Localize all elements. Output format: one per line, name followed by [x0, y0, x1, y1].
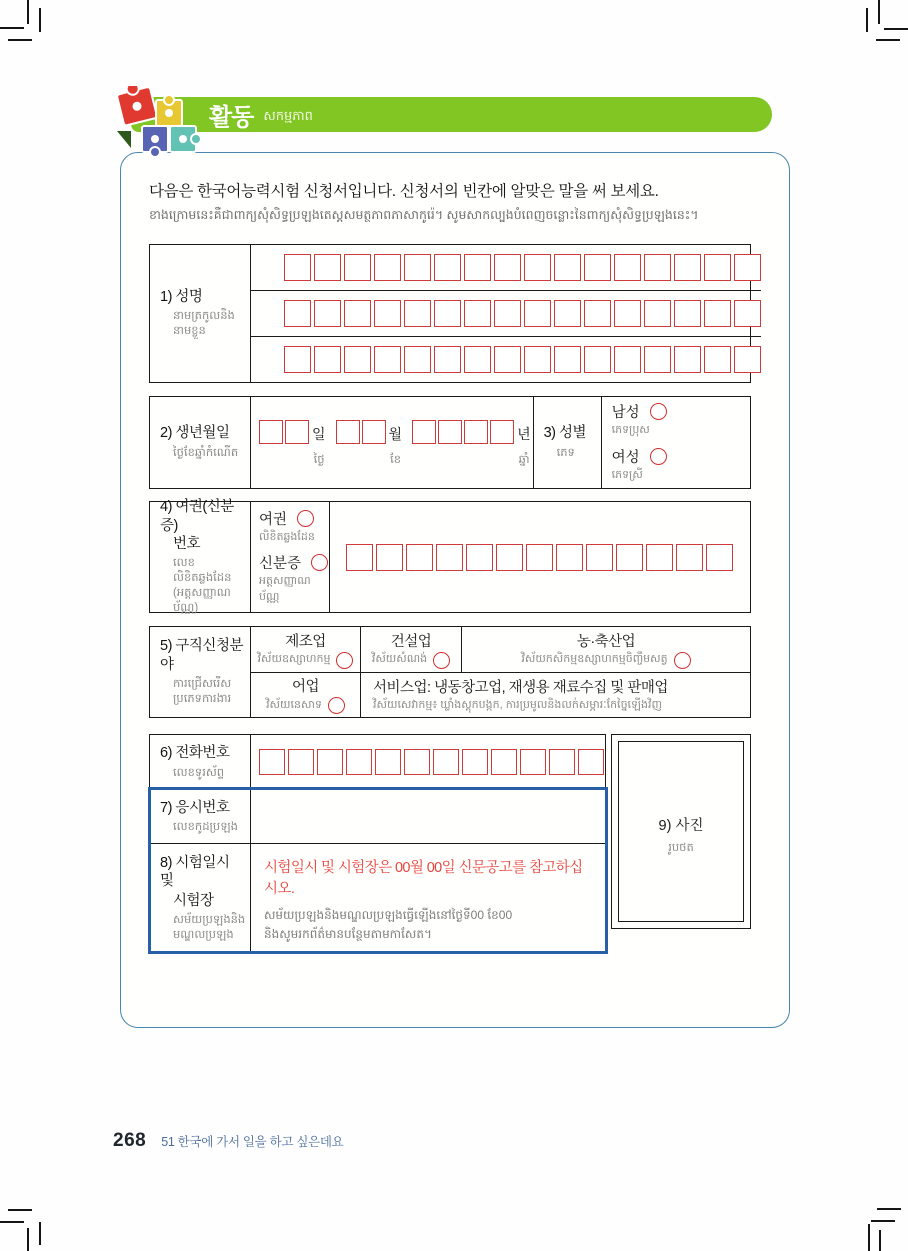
- crop-mark: [0, 27, 24, 29]
- char-box[interactable]: [259, 420, 283, 444]
- birth-label-km: ថ្ងៃខែឆ្នាំកំណើត: [173, 446, 239, 459]
- passport-boxes-area: [329, 502, 750, 612]
- char-box[interactable]: [524, 346, 551, 373]
- char-box[interactable]: [674, 300, 701, 327]
- char-box[interactable]: [404, 254, 431, 281]
- crop-mark: [0, 1221, 24, 1223]
- char-box[interactable]: [556, 544, 583, 571]
- puzzle-pieces-icon: [112, 86, 212, 165]
- agriculture-khmer: វិស័យកសិកម្មឧស្សាហកម្មចិញ្ចឹមសត្វ: [521, 653, 668, 666]
- char-box[interactable]: [404, 300, 431, 327]
- char-box[interactable]: [584, 300, 611, 327]
- char-box[interactable]: [584, 346, 611, 373]
- manufacturing-label: 제조업: [285, 633, 326, 650]
- crop-mark: [877, 1208, 901, 1210]
- job-option-agriculture: [461, 627, 750, 672]
- char-box[interactable]: [314, 346, 341, 373]
- char-box[interactable]: [466, 544, 493, 571]
- job-field-label-km-2: ប្រភេទការងារ: [173, 692, 232, 705]
- char-box[interactable]: [584, 254, 611, 281]
- name-label-ko: 1) 성명: [160, 289, 203, 305]
- name-boxes-area: [250, 245, 761, 382]
- char-box[interactable]: [494, 300, 521, 327]
- char-box[interactable]: [344, 254, 371, 281]
- id-card-option-label: 신분증: [259, 556, 302, 572]
- crop-mark: [878, 0, 880, 24]
- name-boxes-row: [251, 290, 761, 336]
- fishing-khmer: វិស័យនេសាទ: [266, 698, 322, 711]
- photo-inner-frame[interactable]: [618, 741, 744, 922]
- crop-mark: [27, 0, 29, 24]
- female-label: 여성: [611, 450, 640, 466]
- char-box[interactable]: [614, 300, 641, 327]
- char-box[interactable]: [412, 420, 436, 444]
- birth-boxes-area: [250, 397, 533, 488]
- char-box[interactable]: [404, 346, 431, 373]
- char-box[interactable]: [554, 346, 581, 373]
- char-box[interactable]: [346, 749, 372, 775]
- male-radio-circle[interactable]: [650, 403, 667, 420]
- char-box[interactable]: [704, 300, 731, 327]
- id-card-radio-circle[interactable]: [311, 554, 328, 571]
- exam-schedule-label-cell: [150, 844, 250, 951]
- char-box[interactable]: [614, 346, 641, 373]
- char-box[interactable]: [524, 254, 551, 281]
- photo-label-ko: 9) 사진: [658, 818, 704, 834]
- char-box[interactable]: [734, 254, 761, 281]
- gender-label-cell: [533, 397, 601, 488]
- crop-mark: [879, 1230, 881, 1251]
- worksheet-panel: [120, 152, 790, 1028]
- gender-option-male: [612, 401, 750, 439]
- char-box[interactable]: [494, 254, 521, 281]
- day-suffix: 일: [312, 426, 326, 442]
- crop-mark: [8, 39, 32, 41]
- male-label: 남성: [611, 405, 640, 421]
- char-box[interactable]: [336, 420, 360, 444]
- char-box[interactable]: [586, 544, 613, 571]
- birth-day-unit: [259, 420, 326, 469]
- char-box[interactable]: [284, 254, 311, 281]
- chapter-title: 51 한국에 가서 일을 하고 싶은데요: [161, 1135, 344, 1149]
- char-box[interactable]: [374, 300, 401, 327]
- gender-label-ko: 3) 성별: [543, 425, 587, 442]
- bottom-left-table: [149, 734, 606, 952]
- day-suffix-khmer: ថ្ងៃ: [313, 454, 325, 466]
- crop-mark: [884, 28, 908, 30]
- char-box-row: [284, 300, 761, 327]
- service-khmer: វិស័យសេវាកម្ម៖ ឃ្លាំងស្តុកបង្កក, ការប្រមូលនិងលក់សម្ភារៈកែច្នៃឡើងវិញ: [373, 698, 662, 711]
- form-bottom-section: [149, 734, 751, 952]
- char-box[interactable]: [314, 254, 341, 281]
- highlighted-rows: [150, 788, 605, 951]
- form-row-exam-number: [150, 789, 605, 843]
- instruction-korean: 다음은 한국어능력시험 신청서입니다. 신청서의 빈칸에 알맞은 말을 써 보세요.: [149, 183, 659, 200]
- name-label-km: នាមត្រកូលនិងនាមខ្លួន: [173, 310, 235, 338]
- exam-schedule-label-ko-1: 8) 시험일시 및: [160, 854, 230, 890]
- char-box[interactable]: [676, 544, 703, 571]
- crop-mark: [866, 8, 868, 32]
- char-box[interactable]: [554, 254, 581, 281]
- exam-schedule-label-km-2: មណ្ឌលប្រឡង: [173, 929, 234, 942]
- char-box[interactable]: [644, 346, 671, 373]
- char-box[interactable]: [434, 300, 461, 327]
- banner-title: 활동: [209, 104, 254, 131]
- job-option-construction: [360, 627, 461, 672]
- exam-schedule-label-km-1: សម័យប្រឡងនិង: [173, 914, 246, 927]
- char-box[interactable]: [704, 254, 731, 281]
- char-box[interactable]: [526, 544, 553, 571]
- gender-label-km: ភេទ: [556, 446, 575, 459]
- exam-number-blank-cell[interactable]: [250, 789, 605, 843]
- char-box[interactable]: [520, 749, 546, 775]
- exam-number-label-km: លេខកូដប្រឡង: [173, 821, 238, 834]
- char-box[interactable]: [434, 346, 461, 373]
- phone-label-km: លេខទូរស័ព្ទ: [173, 766, 225, 779]
- form-row-exam-schedule: [150, 843, 605, 951]
- form-row-phone: [150, 735, 605, 788]
- crop-mark: [8, 1209, 32, 1211]
- form-row-name: [149, 244, 751, 383]
- photo-label-km: រូបថត: [668, 842, 694, 854]
- char-box-row: [412, 420, 514, 444]
- fishing-label: 어업: [291, 679, 319, 696]
- id-card-option-khmer: អត្តសញ្ញាណប័ណ្ណ: [259, 575, 311, 603]
- char-box[interactable]: [646, 544, 673, 571]
- char-box[interactable]: [674, 254, 701, 281]
- name-boxes-row: [251, 336, 761, 382]
- passport-label-km-1: លេខលិខិតឆ្លងដែន: [173, 556, 232, 584]
- char-box-row: [346, 544, 733, 571]
- male-label-khmer: ភេទប្រុស: [611, 424, 650, 436]
- char-box[interactable]: [464, 420, 488, 444]
- fishing-radio-circle[interactable]: [328, 697, 345, 714]
- exam-number-label-cell: [150, 789, 250, 843]
- crop-mark: [39, 8, 41, 32]
- page-footer: [113, 1130, 343, 1152]
- female-label-khmer: ភេទស្រី: [611, 469, 643, 481]
- section-banner: [131, 97, 772, 132]
- char-box[interactable]: [706, 544, 733, 571]
- char-box[interactable]: [344, 300, 371, 327]
- female-radio-circle[interactable]: [650, 448, 667, 465]
- passport-option: [259, 508, 329, 546]
- notice-khmer-line-2: និងសូមរកព័ត៌មានបន្ថែមតាមកាសែត។: [264, 926, 432, 941]
- passport-label-ko-1: 4) 여권(신분증): [160, 499, 234, 534]
- char-box[interactable]: [524, 300, 551, 327]
- crop-mark: [868, 1224, 870, 1251]
- char-box[interactable]: [614, 254, 641, 281]
- char-box-row: [336, 420, 386, 444]
- char-box[interactable]: [404, 749, 430, 775]
- crop-mark: [876, 39, 900, 41]
- agriculture-label: 농·축산업: [576, 633, 636, 650]
- birth-month-unit: [336, 420, 403, 469]
- char-box[interactable]: [317, 749, 343, 775]
- instruction-block: [149, 179, 765, 226]
- service-label: 서비스업: 냉동창고업, 재생용 재료수집 및 판매업: [373, 679, 668, 696]
- form-row-job-field: [149, 626, 751, 718]
- char-box[interactable]: [616, 544, 643, 571]
- crop-mark: [27, 1228, 29, 1251]
- char-box[interactable]: [344, 346, 371, 373]
- passport-label-cell: [150, 499, 250, 614]
- char-box[interactable]: [436, 544, 463, 571]
- form-row-birth-gender: [149, 396, 751, 489]
- agriculture-radio-circle[interactable]: [674, 652, 691, 669]
- page-number: 268: [113, 1130, 147, 1151]
- notice-khmer-line-1: សម័យប្រឡងនិងមណ្ឌលប្រឡងធ្វើឡើងនៅថ្ងៃទី00 ខែ00: [264, 908, 513, 922]
- exam-schedule-notice-korean: 시험일시 및 시험장은 00월 00일 신문공고를 참고하십시오.: [264, 860, 583, 897]
- passport-label-ko-2: 번호: [173, 535, 201, 552]
- char-box[interactable]: [734, 300, 761, 327]
- name-boxes-row: [251, 245, 761, 290]
- job-option-fishing: [251, 673, 360, 718]
- char-box[interactable]: [284, 300, 311, 327]
- char-box[interactable]: [491, 749, 517, 775]
- photo-box: [611, 734, 751, 929]
- job-options-grid: [250, 627, 750, 717]
- exam-schedule-notice-khmer: [264, 906, 595, 943]
- exam-schedule-notice-cell: [250, 844, 605, 951]
- exam-schedule-label-ko-2: 시험장: [173, 893, 214, 910]
- phone-label-cell: [150, 735, 250, 788]
- char-box[interactable]: [406, 544, 433, 571]
- char-box[interactable]: [644, 300, 671, 327]
- char-box[interactable]: [376, 544, 403, 571]
- char-box[interactable]: [496, 544, 523, 571]
- char-box-row: [284, 346, 761, 373]
- crop-mark: [871, 1220, 895, 1222]
- construction-radio-circle[interactable]: [433, 652, 450, 669]
- gender-option-female: [612, 446, 750, 484]
- char-box[interactable]: [284, 346, 311, 373]
- passport-option-khmer: លិខិតឆ្លងដែន: [259, 531, 315, 543]
- job-field-label-ko: 5) 구직신청분야: [160, 638, 243, 673]
- birth-label-ko: 2) 생년월일: [160, 425, 230, 442]
- char-box[interactable]: [374, 254, 401, 281]
- passport-label-km-2: (អត្តសញ្ញាណប័ណ្ណ): [173, 586, 231, 614]
- char-box[interactable]: [433, 749, 459, 775]
- char-box[interactable]: [490, 420, 514, 444]
- char-box[interactable]: [434, 254, 461, 281]
- char-box[interactable]: [259, 749, 285, 775]
- document-type-cell: [250, 502, 329, 612]
- job-field-label-cell: [150, 627, 250, 717]
- char-box-row: [259, 420, 309, 444]
- name-label-cell: [150, 245, 250, 382]
- gender-options-cell: [601, 397, 750, 488]
- char-box[interactable]: [462, 749, 488, 775]
- manufacturing-khmer: វិស័យឧស្សាហកម្ម: [257, 653, 331, 666]
- construction-label: 건설업: [390, 633, 432, 650]
- char-box[interactable]: [375, 749, 401, 775]
- char-box-row: [284, 254, 761, 281]
- month-suffix: 월: [388, 426, 403, 442]
- char-box[interactable]: [374, 346, 401, 373]
- char-box-row: [259, 749, 604, 775]
- birth-label-cell: [150, 397, 250, 488]
- manufacturing-radio-circle[interactable]: [336, 652, 353, 669]
- char-box[interactable]: [314, 300, 341, 327]
- char-box[interactable]: [464, 300, 491, 327]
- char-box[interactable]: [438, 420, 462, 444]
- job-option-service: [360, 673, 750, 718]
- char-box[interactable]: [674, 346, 701, 373]
- char-box[interactable]: [285, 420, 309, 444]
- passport-option-label: 여권: [259, 512, 288, 528]
- char-box[interactable]: [464, 254, 491, 281]
- banner-subtitle: សកម្មភាព: [263, 108, 313, 123]
- char-box[interactable]: [346, 544, 373, 571]
- char-box[interactable]: [734, 346, 761, 373]
- char-box[interactable]: [464, 346, 491, 373]
- char-box[interactable]: [578, 749, 604, 775]
- id-card-option: [259, 552, 329, 606]
- char-box[interactable]: [288, 749, 314, 775]
- char-box[interactable]: [644, 254, 671, 281]
- crop-mark: [39, 1222, 41, 1245]
- passport-radio-circle[interactable]: [297, 510, 314, 527]
- char-box[interactable]: [494, 346, 521, 373]
- job-field-label-km-1: ការជ្រើសរើស: [173, 677, 232, 690]
- instruction-khmer: ខាងក្រោមនេះគឺជាពាក្យសុំសិទ្ធប្រឡងតេស្តសមត្ថភាពភាសាកូរ៉េ។ សូមសាកល្បងបំពេញចន្លោះនៃពាក្យសុំសិទ្ធប្រឡងនេះ។: [149, 208, 699, 222]
- year-suffix: 년: [517, 426, 531, 442]
- exam-number-label-ko: 7) 응시번호: [160, 799, 230, 816]
- year-suffix-khmer: ឆ្នាំ: [518, 454, 530, 466]
- phone-boxes-area: [250, 735, 605, 788]
- birth-year-unit: [412, 420, 531, 469]
- month-suffix-khmer: ខែ: [390, 454, 402, 466]
- char-box[interactable]: [704, 346, 731, 373]
- phone-label-ko: 6) 전화번호: [160, 745, 230, 762]
- char-box[interactable]: [554, 300, 581, 327]
- form-row-passport: [149, 501, 751, 613]
- char-box[interactable]: [549, 749, 575, 775]
- job-option-manufacturing: [251, 627, 360, 672]
- char-box[interactable]: [362, 420, 386, 444]
- construction-khmer: វិស័យសំណង់: [371, 653, 428, 666]
- job-options-top-row: [251, 627, 750, 672]
- job-options-bottom-row: [251, 672, 750, 718]
